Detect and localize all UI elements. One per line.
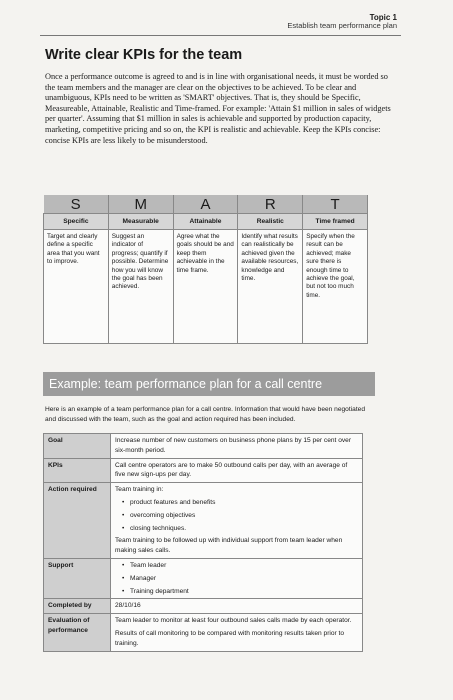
- bullet-icon: •: [122, 574, 125, 582]
- plan-row-action: [44, 483, 363, 559]
- action-item: • overcoming objectives: [122, 511, 196, 519]
- smart-cell-measurable: Suggest an indicator of progress; quantify if possible. Determine how you will know the goal has been achieved.: [108, 230, 173, 344]
- plan-value-completed: 28/10/16: [111, 599, 363, 614]
- evaluation-text-1: Team leader to monitor at least four outbound sales calls made by each operator.: [115, 617, 352, 625]
- smart-header-attainable: Attainable: [173, 214, 238, 230]
- section-heading: Write clear KPIs for the team: [45, 47, 243, 63]
- plan-label-completed: Completed by: [44, 599, 111, 614]
- action-item: • product features and benefits: [122, 498, 216, 506]
- intro-paragraph: Once a performance outcome is agreed to and is in line with organisational needs, it must be worded so the team members and the manager are clear on the objectives to be achieved. To be clear and unambiguous, KPIs need to be written as 'SMART' objectives. That is, they should be Specific, Measureable, Attainable, Realistic and Time-framed. For example: 'Attain $1 million in sales of widgets per quarter'. Assuming that $1 million in sales is achievable and supported by production capacity, marketing, competitive pricing and so on, the KPI is realistic and achievable. Keep the KPIs concise: concise KPIs are less likely to be misunderstood.: [45, 72, 391, 145]
- smart-letter-s: S: [44, 195, 109, 214]
- plan-row-completed: [44, 599, 363, 614]
- smart-letter-r: R: [238, 195, 303, 214]
- smart-letter-a: A: [173, 195, 238, 214]
- smart-letter-row: [44, 195, 368, 214]
- bullet-icon: •: [122, 524, 125, 532]
- team-plan-table: [43, 433, 363, 652]
- plan-label-kpis: KPIs: [44, 458, 111, 483]
- smart-cell-time-framed: Specify when the result can be achieved; make sure there is enough time to achieve the goal, but not too much time.: [303, 230, 368, 344]
- bullet-icon: •: [122, 511, 125, 519]
- smart-letter-m: M: [108, 195, 173, 214]
- plan-label-goal: Goal: [44, 434, 111, 459]
- topic-header: [287, 13, 397, 31]
- plan-row-support: [44, 558, 363, 598]
- evaluation-text-2: Results of call monitoring to be compared with monitoring results taken prior to training.: [115, 629, 345, 647]
- support-item: • Training department: [122, 587, 189, 595]
- action-item: • closing techniques.: [122, 524, 187, 532]
- smart-header-row: [44, 214, 368, 230]
- plan-row-evaluation: [44, 614, 363, 651]
- plan-value-support: [111, 558, 363, 598]
- smart-cell-specific: Target and clearly define a specific area that you want to improve.: [44, 230, 109, 344]
- example-intro: Here is an example of a team performance plan for a call centre. Information that would have been negotiated and discussed with the team, such as the goal and action required has been included.: [45, 406, 365, 423]
- smart-header-time-framed: Time framed: [303, 214, 368, 230]
- plan-value-kpis: Call centre operators are to make 50 outbound calls per day, with an average of five new sign-ups per day.: [111, 458, 363, 483]
- bullet-icon: •: [122, 561, 125, 569]
- smart-header-measurable: Measurable: [108, 214, 173, 230]
- plan-label-evaluation: Evaluation of performance: [44, 614, 111, 651]
- plan-value-goal: Increase number of new customers on business phone plans by 15 per cent over six-month period.: [111, 434, 363, 459]
- action-intro: Team training in:: [115, 486, 164, 494]
- smart-cell-attainable: Agree what the goals should be and keep them achievable in the time frame.: [173, 230, 238, 344]
- smart-cell-realistic: Identify what results can realistically be achieved given the available resources, knowledge and time.: [238, 230, 303, 344]
- plan-row-goal: [44, 434, 363, 459]
- topic-subtitle: Establish team performance plan: [287, 21, 397, 31]
- plan-value-evaluation: [111, 614, 363, 651]
- example-banner: Example: team performance plan for a call centre: [43, 372, 375, 396]
- support-item: • Team leader: [122, 561, 167, 569]
- topic-number: Topic 1: [369, 13, 397, 22]
- support-item: • Manager: [122, 574, 157, 582]
- plan-label-support: Support: [44, 558, 111, 598]
- plan-row-kpis: [44, 458, 363, 483]
- action-followup: Team training to be followed up with individual support from team leader when making sales calls.: [115, 537, 343, 555]
- smart-table: [43, 195, 368, 344]
- smart-body-row: [44, 230, 368, 344]
- bullet-icon: •: [122, 587, 125, 595]
- plan-label-action: Action required: [44, 483, 111, 559]
- bullet-icon: •: [122, 498, 125, 506]
- header-rule: [40, 35, 401, 36]
- smart-letter-t: T: [303, 195, 368, 214]
- plan-value-action: [111, 483, 363, 559]
- smart-header-realistic: Realistic: [238, 214, 303, 230]
- smart-header-specific: Specific: [44, 214, 109, 230]
